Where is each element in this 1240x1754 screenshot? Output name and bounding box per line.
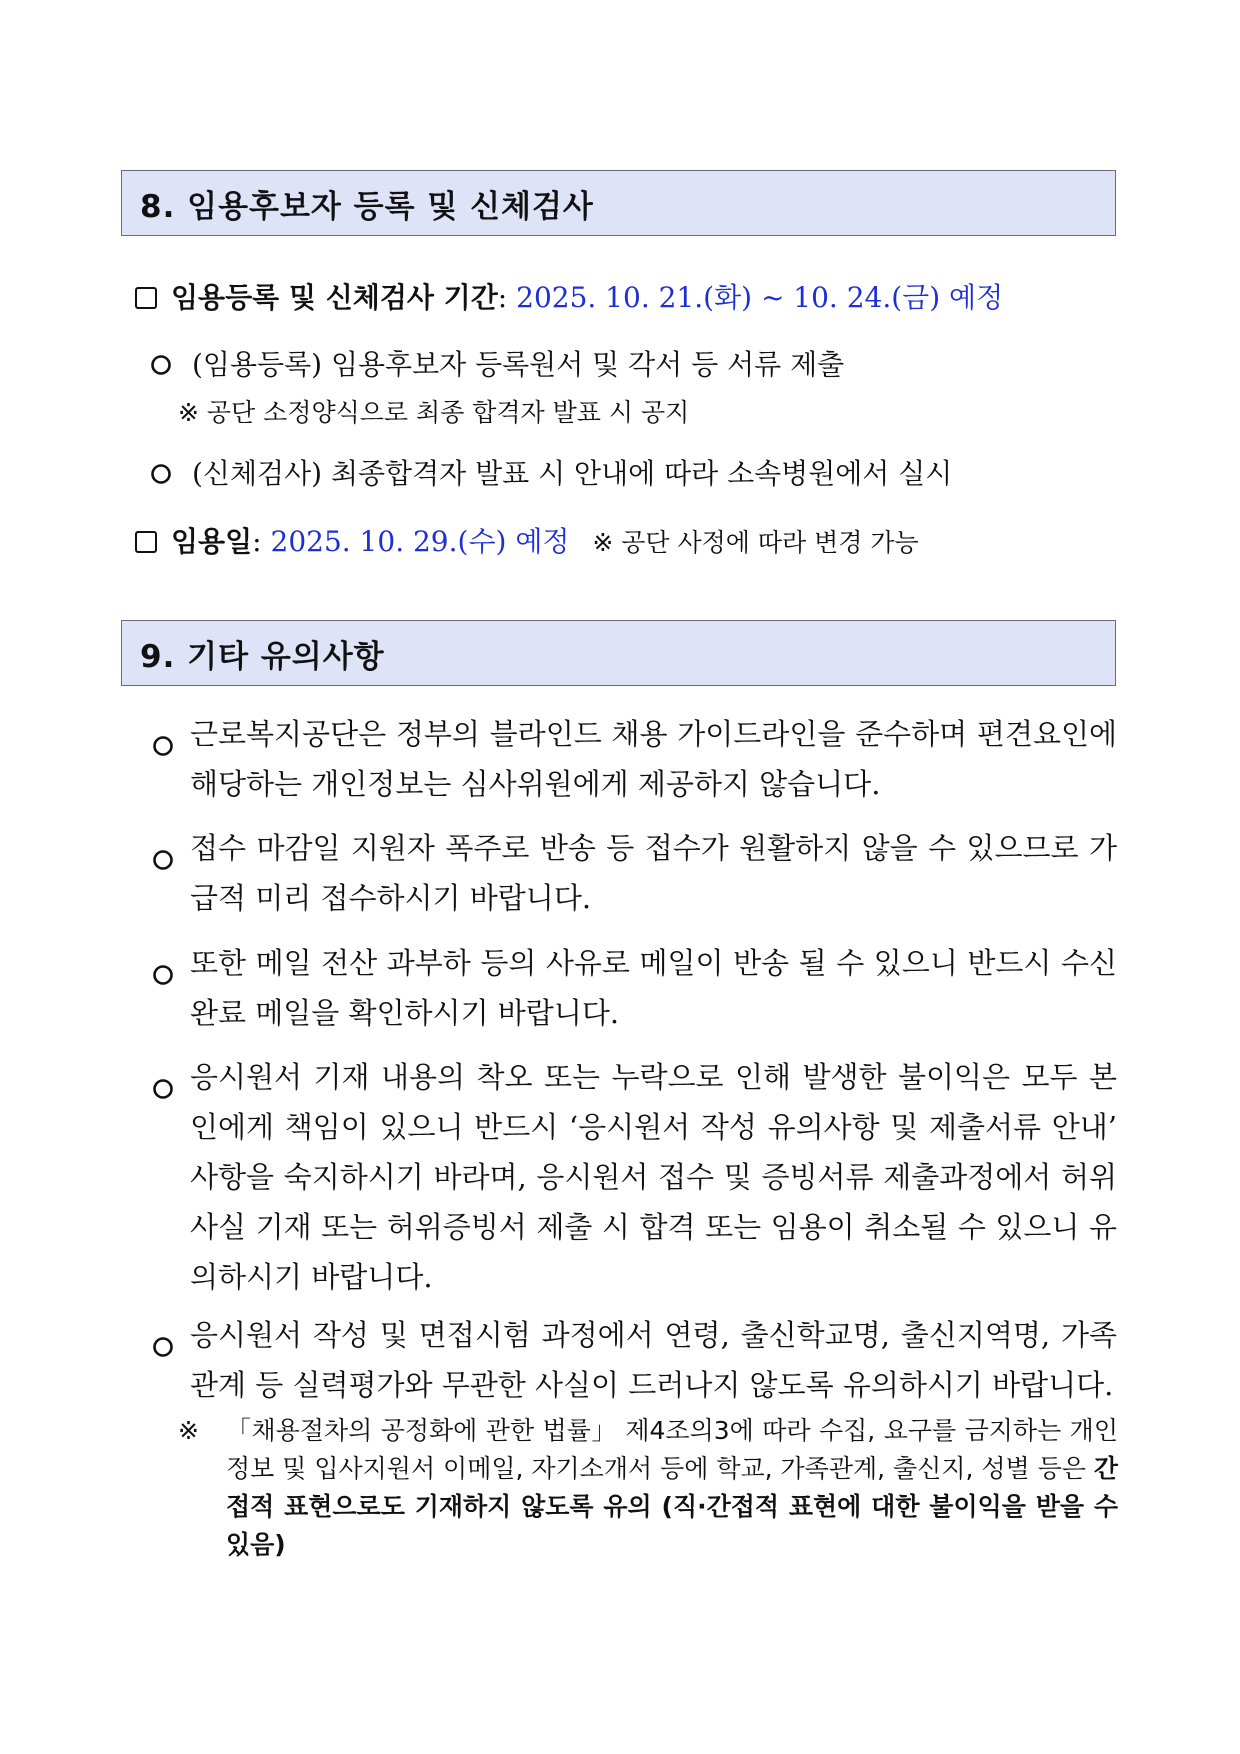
section-9-item-1 [152, 709, 1117, 809]
checkbox-square-icon [135, 287, 157, 309]
appointment-line [135, 520, 919, 560]
section-9-header [121, 620, 1116, 686]
legal-note-emphasis: 간접적 표현으로도 기재하지 않도록 유의 (직·간접적 표현에 대한 불이익을 받을 수 있음) [226, 1454, 1119, 1559]
circle-bullet-icon [150, 463, 172, 485]
section-9-item-4 [152, 1052, 1117, 1302]
period-line [135, 276, 1003, 316]
item-3-text: 또한 메일 전산 과부하 등의 사유로 메일이 반송 될 수 있으니 반드시 수신 완료 메일을 확인하시기 바랍니다. [190, 946, 1117, 1030]
legal-note-body: 「채용절차의 공정화에 관한 법률」 제4조의3에 따라 수집, 요구를 금지하는 개인정보 및 입사지원서 이메일, 자기소개서 등에 학교, 가족관계, 출신지, 성별 등은 [226, 1416, 1118, 1483]
section-8-item-registration [150, 343, 844, 383]
section-8-item-medical [150, 452, 952, 492]
circle-bullet-icon [152, 836, 174, 886]
appointment-label: 임용일 [171, 525, 253, 558]
item-2-text: 접수 마감일 지원자 폭주로 반송 등 접수가 원활하지 않을 수 있으므로 가급적 미리 접수하시기 바랍니다. [190, 831, 1117, 915]
registration-note: ※ 공단 소정양식으로 최종 합격자 발표 시 공지 [178, 398, 690, 427]
item-1-text: 근로복지공단은 정부의 블라인드 채용 가이드라인을 준수하며 편견요인에 해당하는 개인정보는 심사위원에게 제공하지 않습니다. [190, 717, 1117, 801]
note-mark: ※ [178, 1416, 199, 1445]
period-value: 2025. 10. 21.(화) ~ 10. 24.(금) 예정 [516, 281, 1004, 314]
period-colon: : [497, 281, 508, 314]
appointment-colon: : [252, 525, 262, 558]
circle-bullet-icon [152, 1065, 174, 1115]
item-4-text: 응시원서 기재 내용의 착오 또는 누락으로 인해 발생한 불이익은 모두 본인에게 책임이 있으니 반드시 ‘응시원서 작성 유의사항 및 제출서류 안내’ 사항을 숙지하시기 바라며, 응시원서 접수 및 증빙서류 제출과정에서 허위사실 기재 또는 허위증빙서 제출 시 합격 또는 임용이 취소될 수 있으니 유의하시기 바랍니다. [190, 1060, 1117, 1294]
circle-bullet-icon [152, 1323, 174, 1373]
medical-text: (신체검사) 최종합격자 발표 시 안내에 따라 소속병원에서 실시 [192, 457, 953, 490]
circle-bullet-icon [152, 722, 174, 772]
circle-bullet-icon [150, 354, 172, 376]
item-5-text: 응시원서 작성 및 면접시험 과정에서 연령, 출신학교명, 출신지역명, 가족관계 등 실력평가와 무관한 사실이 드러나지 않도록 유의하시기 바랍니다. [190, 1318, 1117, 1402]
section-9-title: 9. 기타 유의사항 [140, 638, 385, 675]
circle-bullet-icon [152, 951, 174, 1001]
checkbox-square-icon [135, 531, 157, 553]
appointment-note: ※ 공단 사정에 따라 변경 가능 [592, 528, 919, 557]
section-9-item-3 [152, 938, 1117, 1038]
appointment-value: 2025. 10. 29.(수) 예정 [270, 525, 570, 558]
section-8-header [121, 170, 1116, 236]
registration-text: (임용등록) 임용후보자 등록원서 및 각서 등 서류 제출 [192, 348, 845, 381]
section-9-item-5 [152, 1310, 1117, 1410]
legal-note [178, 1412, 1118, 1564]
legal-note-text [226, 1412, 1118, 1564]
section-8-title: 8. 임용후보자 등록 및 신체검사 [140, 188, 594, 225]
period-label: 임용등록 및 신체검사 기간 [171, 281, 498, 314]
section-9-item-2 [152, 823, 1117, 923]
